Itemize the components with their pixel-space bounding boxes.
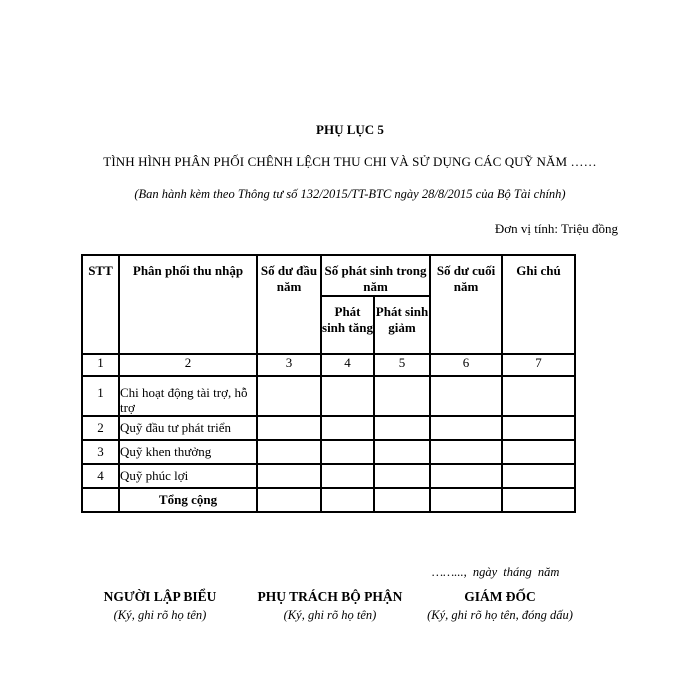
cell (321, 464, 374, 488)
col-number: 7 (502, 354, 575, 376)
col-number: 2 (119, 354, 257, 376)
row-label: Quỹ đầu tư phát triển (119, 416, 257, 440)
cell (257, 488, 321, 512)
fund-table (81, 254, 576, 513)
signer-note: (Ký, ghi rõ họ tên) (113, 608, 207, 622)
table-row (82, 464, 575, 488)
cell (257, 416, 321, 440)
header-arising: Số phát sinh trong năm (321, 255, 430, 296)
date-line: ……..., ngày tháng năm (432, 565, 560, 579)
row-stt: 2 (82, 416, 119, 440)
col-number: 3 (257, 354, 321, 376)
cell (502, 416, 575, 440)
signer-title: GIÁM ĐỐC (464, 589, 536, 604)
cell (321, 416, 374, 440)
cell (257, 376, 321, 416)
cell (82, 488, 119, 512)
cell (502, 464, 575, 488)
cell (430, 416, 502, 440)
total-label: Tổng cộng (119, 488, 257, 512)
cell (430, 376, 502, 416)
cell (257, 464, 321, 488)
col-number: 5 (374, 354, 430, 376)
cell (502, 488, 575, 512)
total-row (82, 488, 575, 512)
cell (430, 464, 502, 488)
signer-department-head (244, 589, 416, 623)
signer-title: NGƯỜI LẬP BIỂU (103, 589, 217, 604)
table-row (82, 440, 575, 464)
header-increase: Phát sinh tăng (321, 296, 374, 354)
cell (321, 488, 374, 512)
table-row (82, 376, 575, 416)
row-stt: 3 (82, 440, 119, 464)
cell (374, 376, 430, 416)
report-title: TÌNH HÌNH PHÂN PHỐI CHÊNH LỆCH THU CHI VÀ SỬ DỤNG CÁC QUỸ NĂM …… (103, 154, 597, 169)
cell (502, 376, 575, 416)
header-closing-balance: Số dư cuối năm (430, 255, 502, 354)
unit-label: Đơn vị tính: Triệu đồng (494, 221, 618, 236)
header-decrease: Phát sinh giảm (374, 296, 430, 354)
signer-note: (Ký, ghi rõ họ tên) (283, 608, 377, 622)
signer-title: PHỤ TRÁCH BỘ PHẬN (257, 589, 403, 604)
issuance-note: (Ban hành kèm theo Thông tư số 132/2015/TT-BTC ngày 28/8/2015 của Bộ Tài chính) (134, 187, 566, 201)
table-row (82, 416, 575, 440)
row-stt: 4 (82, 464, 119, 488)
cell (430, 488, 502, 512)
cell (430, 440, 502, 464)
row-stt: 1 (82, 376, 119, 416)
cell (374, 416, 430, 440)
cell (321, 440, 374, 464)
row-label: Quỹ phúc lợi (119, 464, 257, 488)
header-opening-balance: Số dư đầu năm (257, 255, 321, 354)
col-number: 6 (430, 354, 502, 376)
cell (257, 440, 321, 464)
signer-director (412, 589, 588, 623)
cell (374, 464, 430, 488)
col-number: 4 (321, 354, 374, 376)
header-stt: STT (82, 255, 119, 354)
header-note: Ghi chú (502, 255, 575, 354)
col-number: 1 (82, 354, 119, 376)
signer-preparer (84, 589, 236, 623)
cell (374, 440, 430, 464)
cell (321, 376, 374, 416)
appendix-title: PHỤ LỤC 5 (316, 122, 384, 137)
cell (502, 440, 575, 464)
row-label: Quỹ khen thưởng (119, 440, 257, 464)
cell (374, 488, 430, 512)
signer-note: (Ký, ghi rõ họ tên, đóng dấu) (427, 608, 573, 622)
header-distribution: Phân phối thu nhập (119, 255, 257, 354)
row-label: Chi hoạt động tài trợ, hỗ trợ (119, 376, 257, 416)
